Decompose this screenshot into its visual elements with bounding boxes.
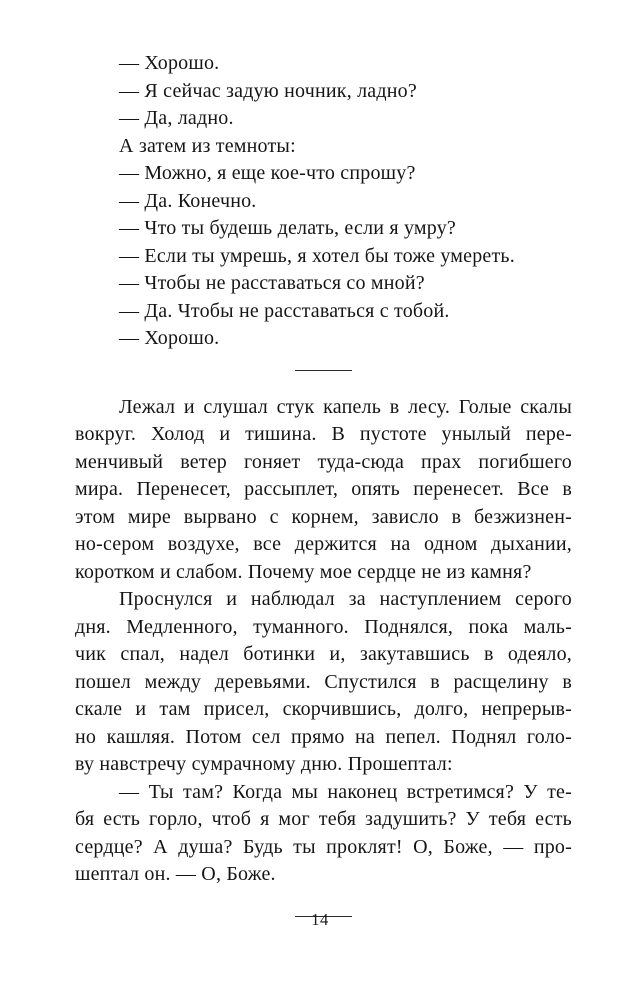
paragraph-line: чик спал, надел ботинки и, закутавшись в одеяло,: [75, 643, 572, 665]
dialogue-line: — Чтобы не расставаться со мной?: [119, 272, 425, 294]
paragraph-line: ву навстречу сумрачному дню. Прошептал:: [75, 753, 453, 775]
paragraph-line: скале и там присел, скорчившись, долго, непрерыв-: [75, 698, 572, 720]
paragraph-line: вокруг. Холод и тишина. В пустоте унылый пере-: [75, 423, 572, 445]
paragraph-line: Проснулся и наблюдал за наступлением серого: [119, 588, 572, 610]
dialogue-line: — Что ты будешь делать, если я умру?: [119, 217, 456, 239]
page-content: [75, 50, 572, 917]
paragraph-line: Лежал и слушал стук капель в лесу. Голые скалы: [119, 395, 572, 418]
paragraph-line: мира. Перенесет, рассыплет, опять перенесет. Все в: [75, 478, 572, 500]
dialogue-line: — Хорошо.: [119, 52, 220, 74]
paragraph-line: пошел между деревьями. Спустился в расщелину в: [75, 670, 572, 693]
paragraph-line: коротком и слабом. Почему мое сердце не из камня?: [75, 560, 532, 583]
dialogue-line: — Да. Чтобы не расставаться с тобой.: [119, 299, 450, 322]
paragraph-line: но кашляя. Потом сел прямо на пепел. Поднял голо-: [75, 725, 572, 748]
dialogue-line: — Если ты умрешь, я хотел бы тоже умереть.: [119, 244, 515, 267]
paragraph-line: шептал он. — О, Боже.: [75, 863, 276, 885]
dialogue-line: — Да, ладно.: [119, 107, 234, 129]
paragraph-line: бя есть горло, чтоб я мог тебя задушить? У тебя есть: [75, 808, 572, 830]
dialogue-line: — Можно, я еще кое-что спрошу?: [119, 162, 416, 184]
paragraph-line: но-сером воздухе, все держится на одном дыхании,: [75, 533, 572, 555]
paragraph-line: сердце? А душа? Будь ты проклят! О, Боже, — про-: [75, 835, 572, 858]
paragraph-line: менчивый ветер гоняет туда-сюда прах погибшего: [75, 450, 572, 473]
dialogue-line: — Хорошо.: [119, 327, 220, 349]
dialogue-line: — Да. Конечно.: [119, 189, 257, 212]
paragraph-line: этом мире вырвано с корнем, зависло в безжизнен-: [75, 505, 572, 528]
page-number: 14: [311, 910, 329, 929]
paragraph-line: дня. Медленного, туманного. Поднялся, пока маль-: [75, 615, 572, 638]
dialogue-line: А затем из темноты:: [119, 134, 296, 157]
section-separator: [295, 370, 352, 371]
paragraph-line: — Ты там? Когда мы наконец встретимся? У те-: [119, 780, 572, 803]
dialogue-line: — Я сейчас задую ночник, ладно?: [119, 79, 417, 102]
